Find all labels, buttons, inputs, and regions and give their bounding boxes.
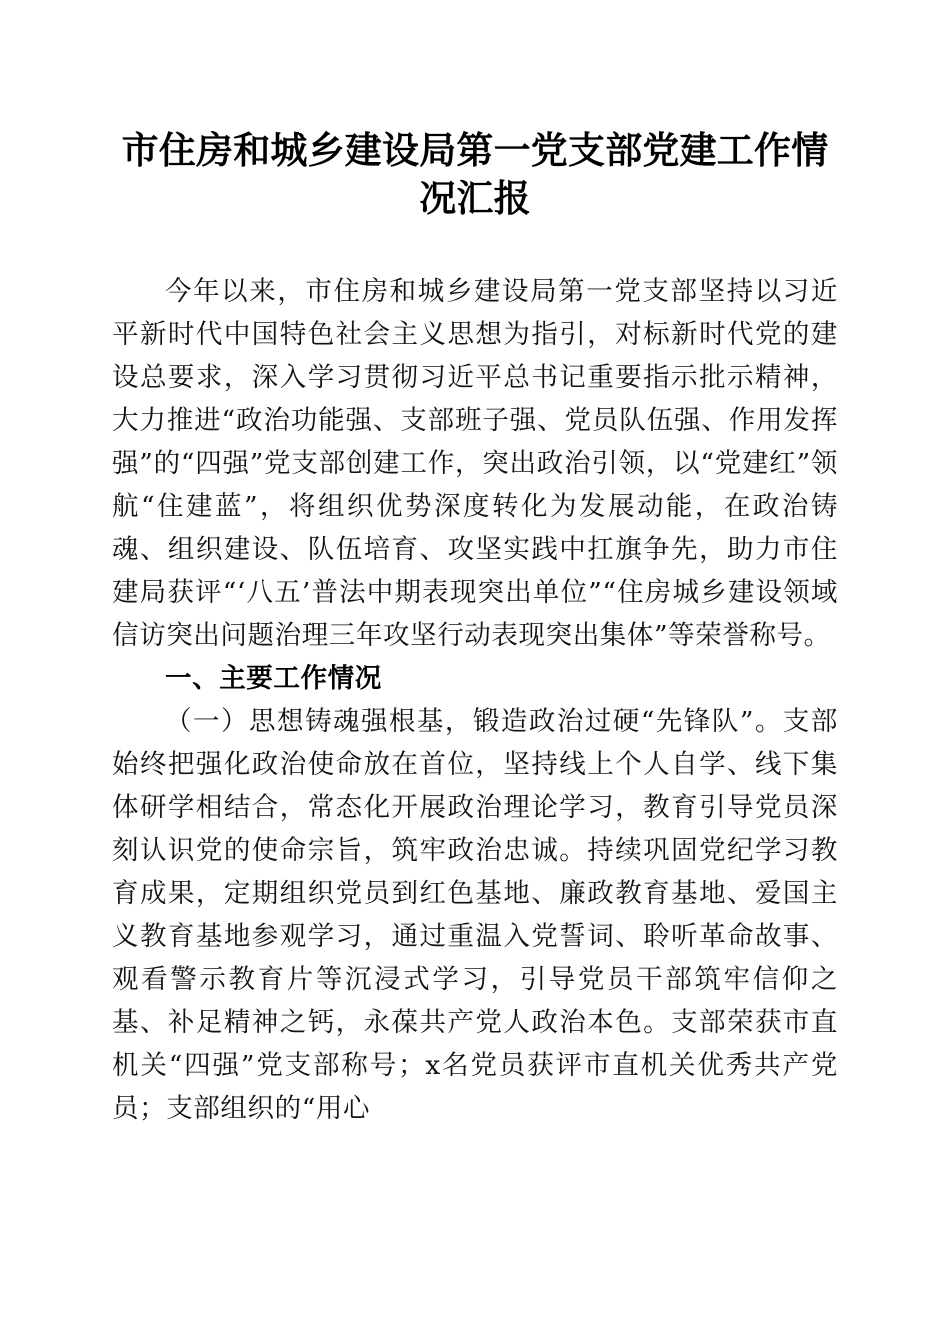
paragraph-subsection-one: （一）思想铸魂强根基，锻造政治过硬“先锋队”。支部始终把强化政治使命放在首位，坚持线上个人自学、线下集体研学相结合，常态化开展政治理论学习，教育引导党员深刻认识党的使命宗旨，筑牢政治忠诚。持续巩固党纪学习教育成果，定期组织党员到红色基地、廉政教育基地、爱国主义教育基地参观学习，通过重温入党誓词、聆听革命故事、观看警示教育片等沉浸式学习，引导党员干部筑牢信仰之基、补足精神之钙，永葆共产党人政治本色。支部荣获市直机关“四强”党支部称号；x名党员获评市直机关优秀共产党员；支部组织的“用心	[112, 706, 838, 1124]
page-title: 市住房和城乡建设局第一党支部党建工作情况汇报	[121, 131, 829, 220]
paragraph-intro: 今年以来，市住房和城乡建设局第一党支部坚持以习近平新时代中国特色社会主义思想为指引，对标新时代党的建设总要求，深入学习贯彻习近平总书记重要指示批示精神，大力推进“政治功能强、支部班子强、党员队伍强、作用发挥强”的“四强”党支部创建工作，突出政治引领，以“党建红”领航“住建蓝”，将组织优势深度转化为发展动能，在政治铸魂、组织建设、队伍培育、攻坚实践中扛旗争先，助力市住建局获评“‘八五’普法中期表现突出单位”“住房城乡建设领域信访突出问题治理三年攻坚行动表现突出集体”等荣誉称号。	[112, 276, 838, 651]
section-heading-main-work: 一、主要工作情况	[165, 663, 382, 693]
document-body	[112, 270, 838, 1130]
page-bottom-spacer	[112, 1130, 838, 1140]
